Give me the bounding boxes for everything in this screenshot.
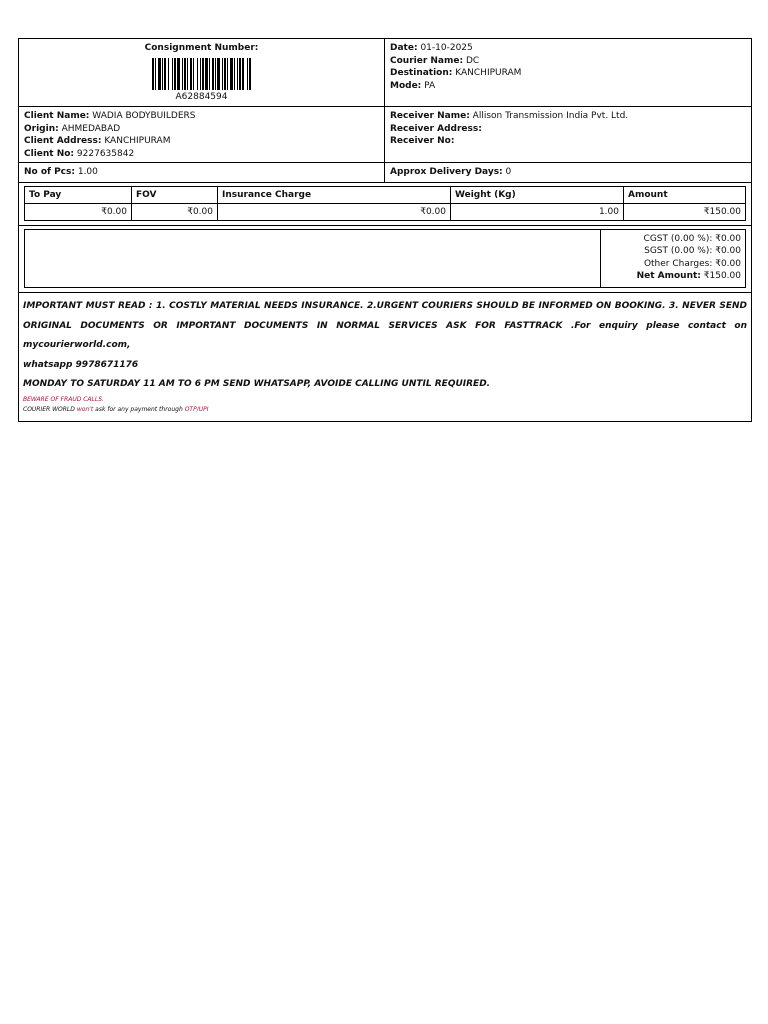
consignment-number: A62884594	[175, 92, 228, 102]
totals-blank-area	[25, 230, 601, 287]
mode-label: Mode:	[390, 80, 422, 91]
client-address-value: KANCHIPURAM	[104, 136, 171, 146]
header-insurance: Insurance Charge	[218, 187, 451, 204]
notice-line-2: ORIGINAL DOCUMENTS OR IMPORTANT DOCUMENTS IN NORMAL SERVICES ASK FOR FASTTRACK .For enquiry please contact on mycourierworld.com,	[23, 320, 747, 350]
client-name-value: WADIA BODYBUILDERS	[92, 111, 196, 121]
receiver-info	[385, 107, 751, 162]
payment-warning-company: COURIER WORLD	[23, 405, 75, 413]
consignment-cell	[19, 39, 385, 106]
charges-header-row	[25, 187, 746, 204]
header-to-pay: To Pay	[25, 187, 132, 204]
notice-line-4: MONDAY TO SATURDAY 11 AM TO 6 PM SEND WHATSAPP, AVOIDE CALLING UNTIL REQUIRED.	[23, 379, 491, 389]
header-row	[19, 39, 751, 107]
payment-warning-method: OTP/UPI	[184, 405, 209, 413]
other-charges-line: Other Charges: ₹0.00	[643, 258, 741, 269]
payment-warning-text: ask for any payment through	[95, 405, 183, 413]
notice-line-3: whatsapp 9978671176	[23, 359, 139, 370]
sgst-line: SGST (0.00 %): ₹0.00	[644, 246, 741, 257]
value-fov: ₹0.00	[132, 204, 218, 221]
receiver-name-label: Receiver Name:	[390, 111, 470, 121]
payment-warning-wont: won't	[76, 405, 94, 413]
value-to-pay: ₹0.00	[25, 204, 132, 221]
value-amount: ₹150.00	[624, 204, 746, 221]
client-no-label: Client No:	[24, 148, 75, 159]
consignment-title: Consignment Number:	[144, 43, 259, 53]
payment-warning	[23, 404, 747, 415]
totals-section	[19, 226, 751, 293]
notice-line-1: IMPORTANT MUST READ : 1. COSTLY MATERIAL NEEDS INSURANCE. 2.URGENT COURIERS SHOULD BE INFORMED ON BOOKING. 3. NEVER SEND	[23, 301, 747, 311]
header-amount: Amount	[624, 187, 746, 204]
receiver-name-value: Allison Transmission India Pvt. Ltd.	[472, 111, 629, 121]
pieces-value: 1.00	[77, 167, 98, 177]
mode-value: PA	[424, 80, 436, 91]
destination-label: Destination:	[390, 68, 453, 78]
charges-value-row	[25, 204, 746, 221]
client-name-label: Client Name:	[24, 111, 90, 121]
value-insurance: ₹0.00	[218, 204, 451, 221]
pieces-row	[19, 163, 751, 183]
receiver-address-label: Receiver Address:	[390, 123, 482, 134]
header-fov: FOV	[132, 187, 218, 204]
totals-box	[24, 229, 746, 288]
fraud-warning: BEWARE OF FRAUD CALLS.	[23, 395, 104, 403]
destination-value: KANCHIPURAM	[455, 68, 522, 78]
pieces-label: No of Pcs:	[24, 167, 75, 177]
barcode-image	[123, 58, 281, 90]
courier-value: DC	[465, 55, 480, 66]
net-amount-label: Net Amount:	[636, 270, 701, 281]
notice-section	[19, 293, 751, 421]
consignment-receipt	[18, 38, 752, 422]
net-amount-line	[601, 270, 741, 282]
pieces-cell	[19, 163, 385, 182]
date-value: 01-10-2025	[420, 43, 473, 53]
net-amount-value: ₹150.00	[703, 270, 741, 281]
parties-row	[19, 107, 751, 163]
cgst-line: CGST (0.00 %): ₹0.00	[643, 234, 741, 244]
important-notice	[23, 297, 747, 395]
delivery-days-value: 0	[505, 167, 512, 177]
courier-label: Courier Name:	[390, 55, 464, 66]
date-label: Date:	[390, 43, 418, 53]
charges-section	[19, 183, 751, 226]
value-weight: 1.00	[451, 204, 624, 221]
client-info	[19, 107, 385, 162]
client-no-value: 9227635842	[76, 148, 135, 159]
receiver-no-label: Receiver No:	[390, 136, 455, 146]
delivery-days-label: Approx Delivery Days:	[390, 167, 503, 177]
origin-value: AHMEDABAD	[61, 123, 121, 134]
origin-label: Origin:	[24, 123, 59, 134]
shipment-info	[385, 39, 751, 106]
totals-list	[601, 230, 745, 287]
header-weight: Weight (Kg)	[451, 187, 624, 204]
charges-table	[24, 186, 746, 221]
client-address-label: Client Address:	[24, 136, 102, 146]
delivery-cell	[385, 163, 751, 182]
